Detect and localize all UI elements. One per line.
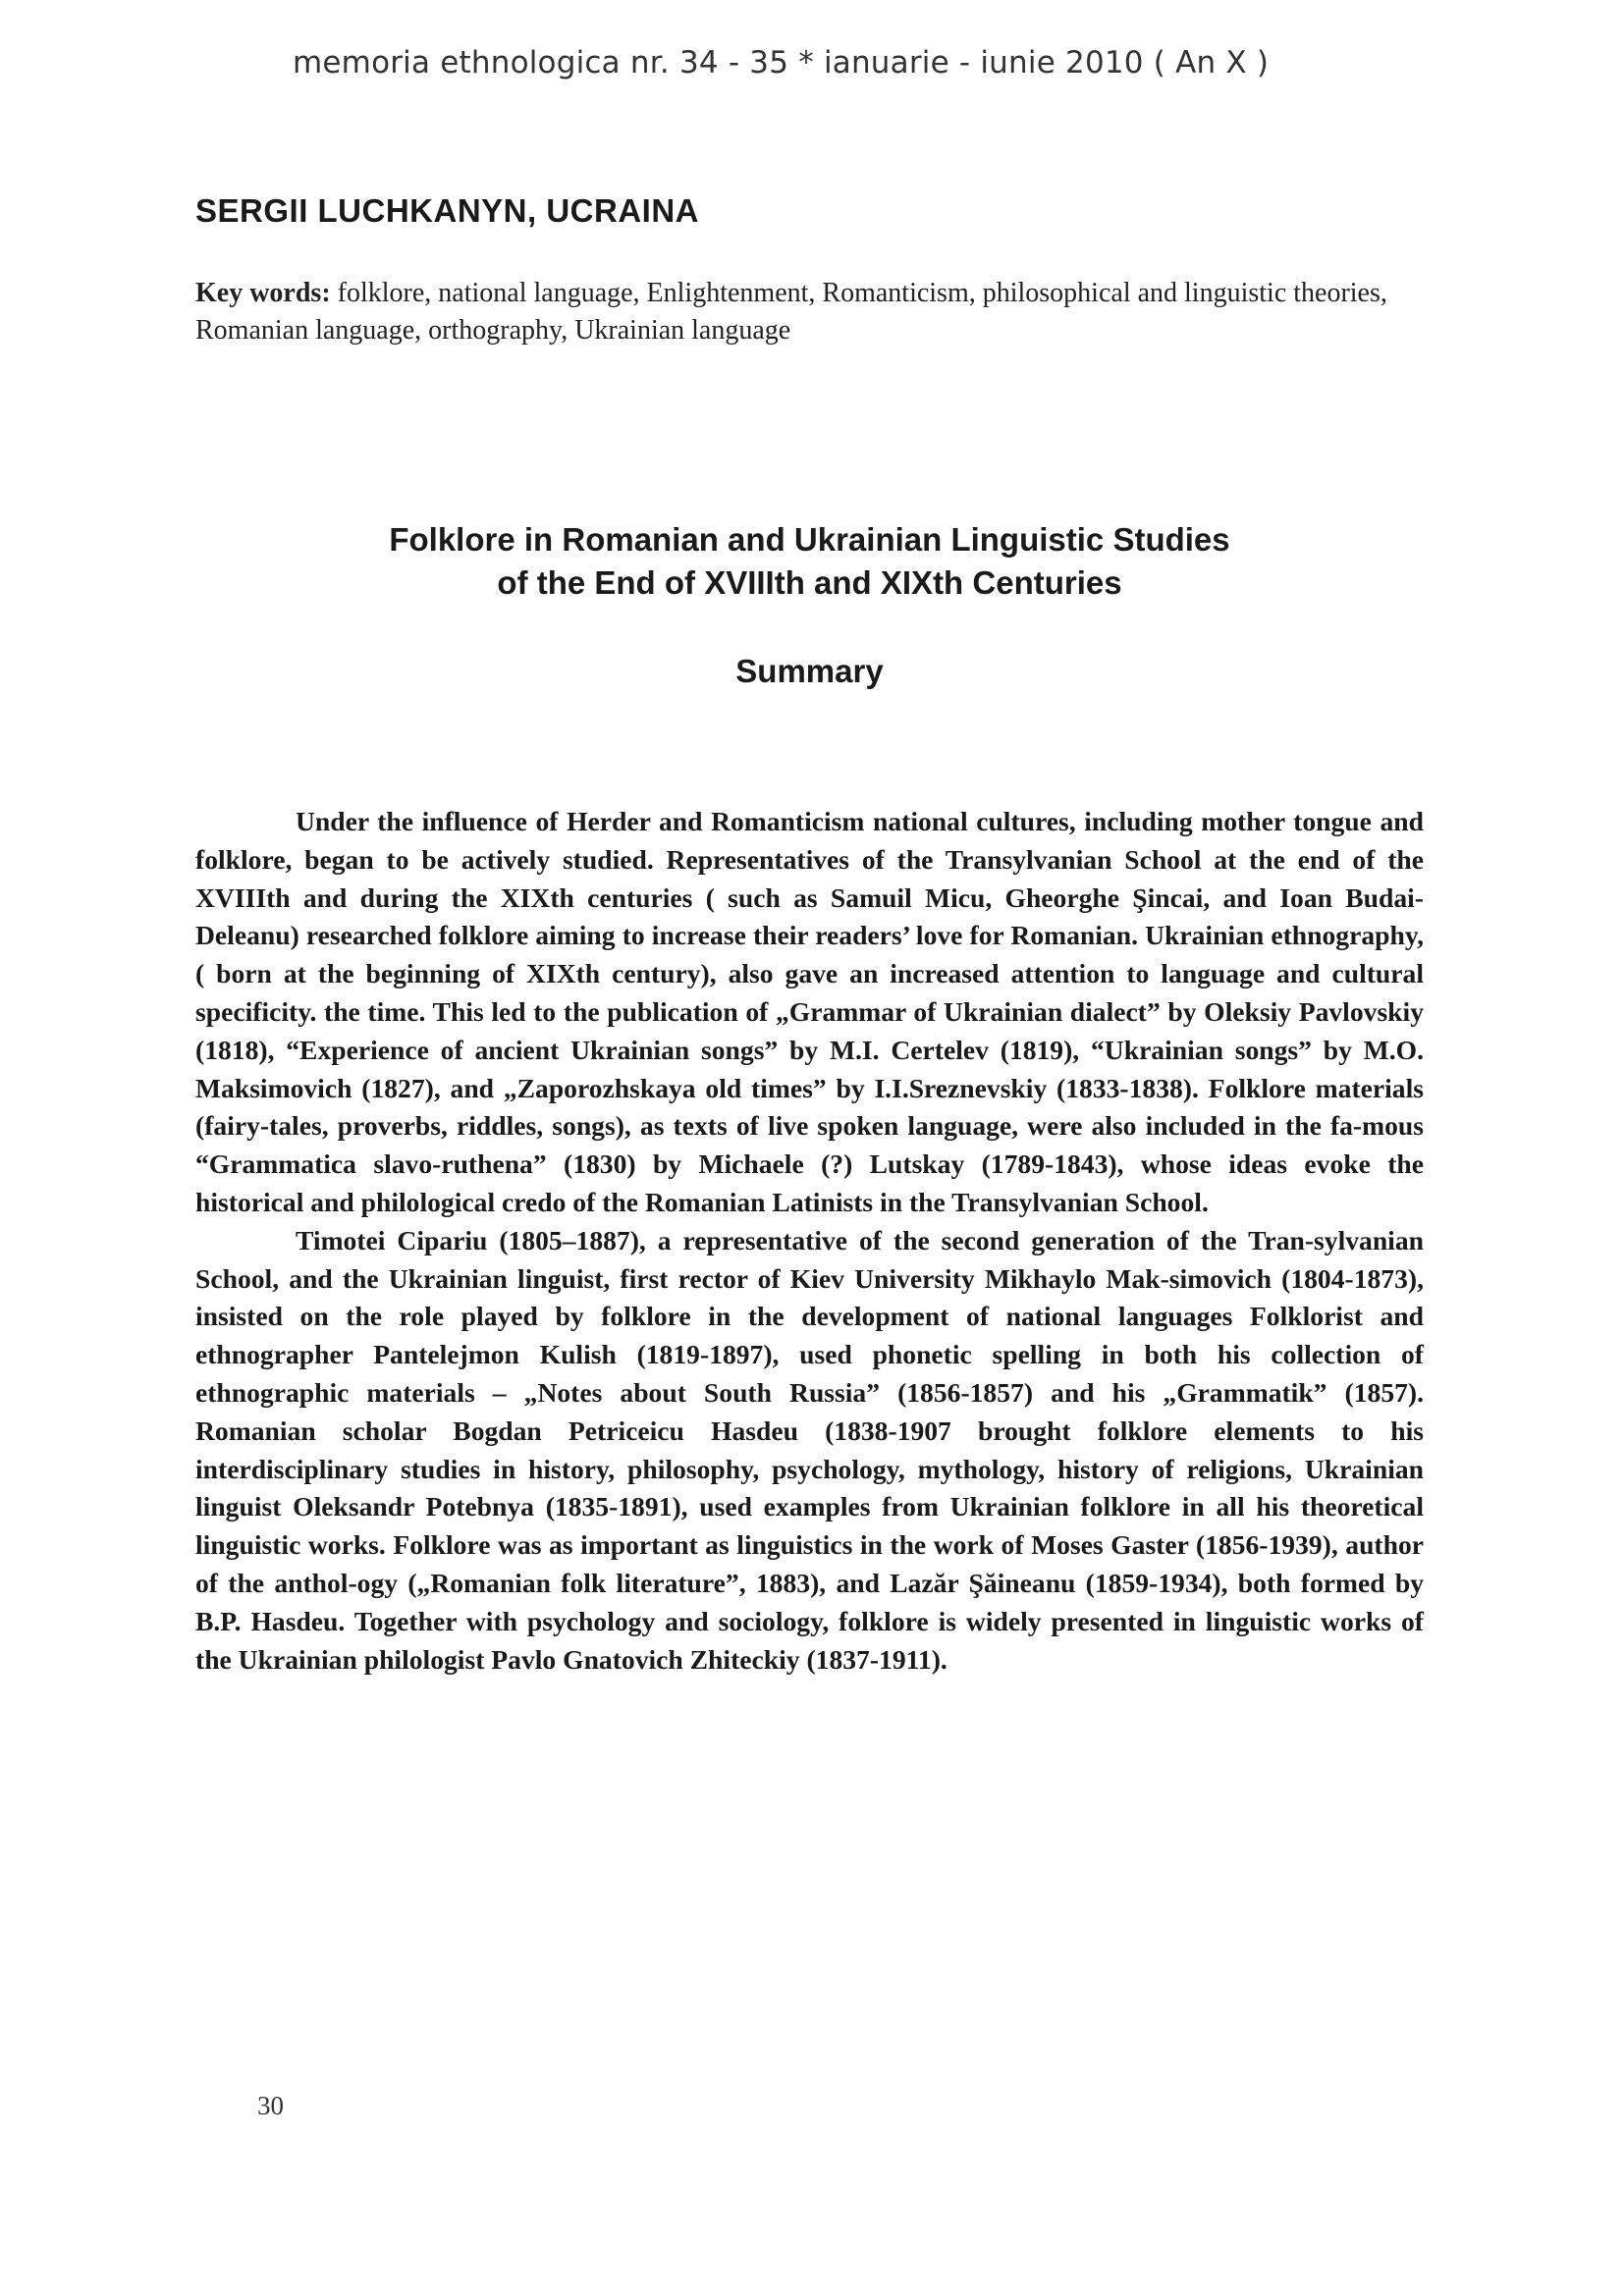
page-number: 30 (257, 2091, 284, 2120)
summary-paragraph-1: Under the influence of Herder and Romanticism national cultures, including mother tongue and folklore, began to be actively studied. Representatives of the Transylvanian School at the end of the XVIIIth and during the XIXth centuries ( such as Samuil Micu, Gheorghe Şincai, and Ioan Budai-Deleanu) researched folklore aiming to increase their readers’ love for Romanian. Ukrainian ethnography, ( born at the beginning of XIXth century), also gave an increased attention to language and cultural specificity. the time. This led to the publication of „Grammar of Ukrainian dialect” by Oleksiy Pavlovskiy (1818), “Experience of ancient Ukrainian songs” by M.I. Certelev (1819), “Ukrainian songs” by M.O. Maksimovich (1827), and „Zaporozhskaya old times” by I.I.Sreznevskiy (1833-1838). Folklore materials (fairy-tales, proverbs, riddles, songs), as texts of live spoken language, were also included in the fa-mous “Grammatica slavo-ruthena” (1830) by Michaele (?) Lutskay (1789-1843), whose ideas evoke the historical and philological credo of the Romanian Latinists in the Transylvanian School. (195, 806, 1424, 1217)
article-title (195, 518, 1424, 605)
keywords-label: Key words: (195, 278, 331, 308)
summary-heading: Summary (735, 653, 884, 689)
keywords-text: folklore, national language, Enlightenment, Romanticism, philosophical and linguistic theories, Romanian language, orthography, Ukrainian language (195, 278, 1387, 346)
summary-paragraph-2: Timotei Cipariu (1805–1887), a representative of the second generation of the Tran-sylvanian School, and the Ukrainian linguist, first rector of Kiev University Mikhaylo Mak-simovich (1804-1873), insisted on the role played by folklore in the development of national languages Folklorist and ethnographer Pantelejmon Kulish (1819-1897), used phonetic spelling in both his collection of ethnographic materials – „Notes about South Russia” (1856-1857) and his „Grammatik” (1857). Romanian scholar Bogdan Petriceicu Hasdeu (1838-1907 brought folklore elements to his interdisciplinary studies in history, philosophy, psychology, mythology, history of religions, Ukrainian linguist Oleksandr Potebnya (1835-1891), used examples from Ukrainian folklore in all his theoretical linguistic works. Folklore was as important as linguistics in the work of Moses Gaster (1856-1939), author of the anthol-ogy („Romanian folk literature”, 1883), and Lazăr Şăineanu (1859-1934), both formed by B.P. Hasdeu. Together with psychology and sociology, folklore is widely presented in linguistic works of the Ukrainian philologist Pavlo Gnatovich Zhiteckiy (1837-1911). (195, 1224, 1424, 1675)
keywords (195, 275, 1424, 349)
article-title-line-2: of the End of XVIIIth and XIXth Centuries (497, 564, 1122, 601)
running-head: memoria ethnologica nr. 34 - 35 * ianuarie - iunie 2010 ( An X ) (293, 45, 1270, 80)
author-name: SERGII LUCHKANYN, UCRAINA (195, 192, 700, 229)
summary-body (195, 803, 1424, 1679)
article-title-line-1: Folklore in Romanian and Ukrainian Linguistic Studies (389, 521, 1230, 558)
